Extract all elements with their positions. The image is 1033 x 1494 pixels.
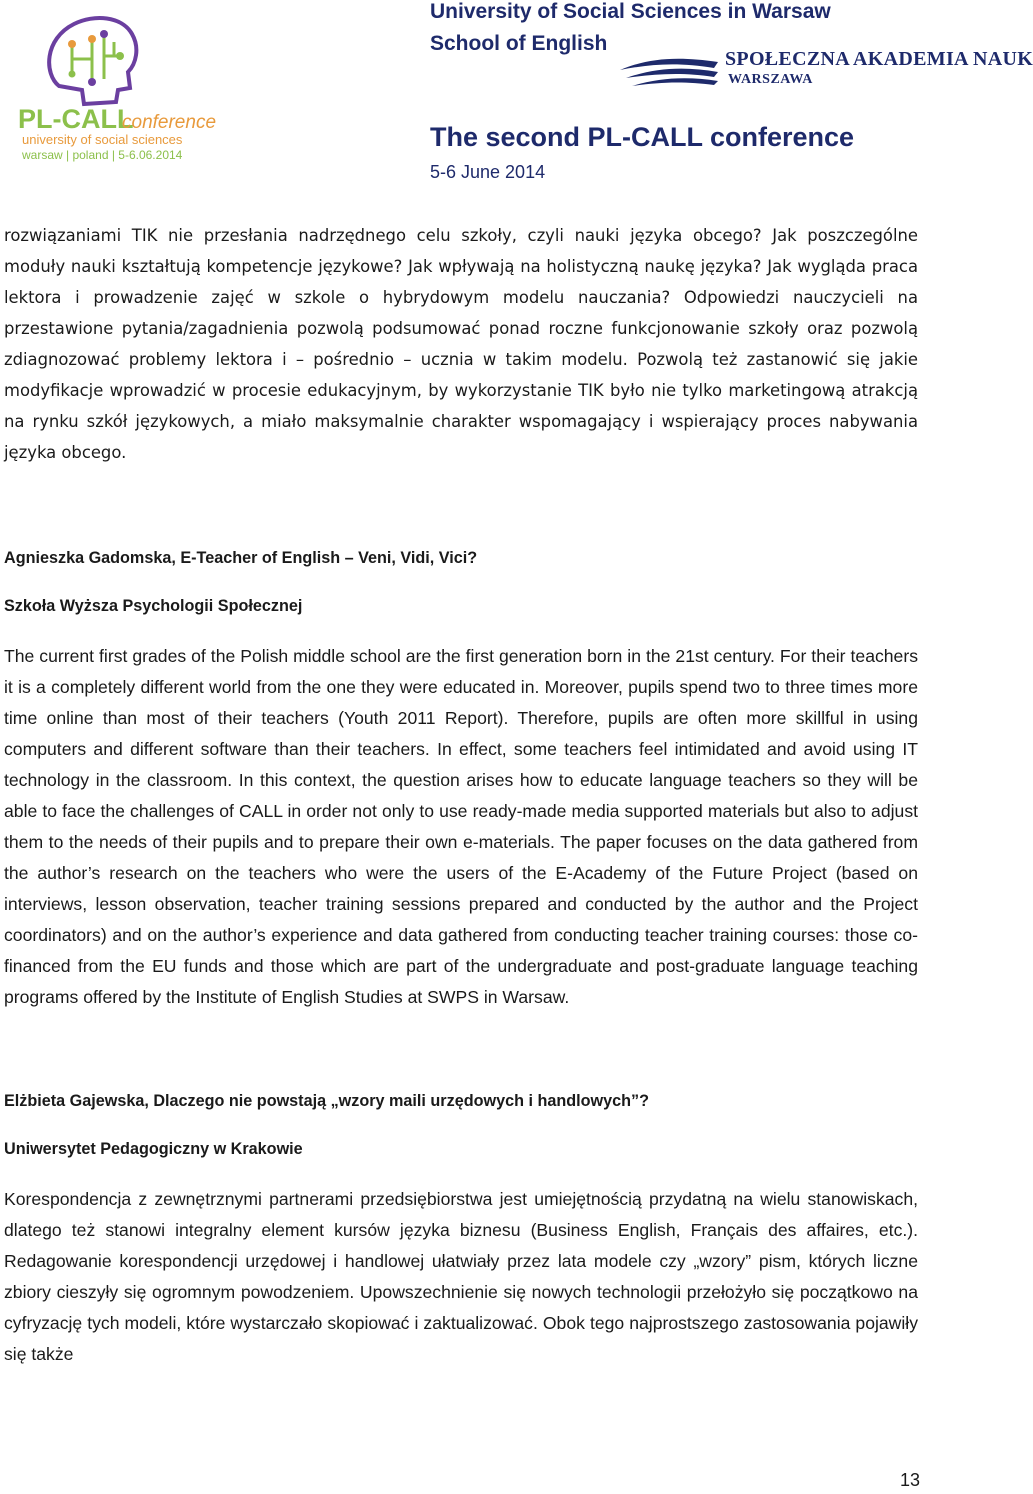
university-title: University of Social Sciences in Warsaw (430, 0, 831, 23)
logo-main-text: PL-CALL (18, 104, 134, 134)
spacer (4, 468, 918, 546)
spacer (4, 1161, 918, 1184)
san-name: SPOŁECZNA AKADEMIA NAUK (725, 48, 1033, 70)
conference-title: The second PL-CALL conference (430, 122, 855, 152)
school-title: School of English (430, 32, 608, 55)
page-number: 13 (899, 1470, 920, 1490)
logo-line2: university of social sciences (22, 132, 183, 147)
abstract-heading-gajewska: Elżbieta Gajewska, Dlaczego nie powstają „wzory maili urzędowych i handlowych”? (4, 1092, 649, 1110)
logo-line3: warsaw | poland | 5-6.06.2014 (22, 148, 183, 162)
affiliation-gadomska: Szkoła Wyższa Psychologii Społecznej (4, 597, 303, 615)
spacer (4, 618, 918, 641)
pl-call-conference-logo (14, 4, 219, 164)
affiliation-gajewska: Uniwersytet Pedagogiczny w Krakowie (4, 1140, 303, 1158)
abstract-paragraph-3: Korespondencja z zewnętrznymi partnerami przedsiębiorstwa jest umiejętnością przydatną na wielu stanowiskach, dlatego też stanowi integralny element kursów języka biznesu (Business English, Français des affaires, etc.). Redagowanie korespondencji urzędowej i handlowej ułatwiały przez lata modele czy „wzory” pism, których liczne zbiory cieszyły się ogromnym powodzeniem. Upowszechnienie się nowych technologii przełożyło się początkowo na cyfryzację tych modeli, które wystarczało skopiować i zaktualizować. Obok tego najprostszego zastosowania pojawiły się także (4, 1189, 918, 1364)
logo-suffix-text: conference (122, 112, 217, 133)
spacer (4, 1113, 918, 1137)
abstract-paragraph-2: The current first grades of the Polish middle school are the first generation born in the 21st century. For their teachers it is a completely different world from the one they were educated in. Moreover, pupils spend two to three times more time online than most of their teachers (Youth 2011 Report). Therefore, pupils are often more skillful in using computers and different software than their teachers. In effect, some teachers feel intimidated and avoid using IT technology in the classroom. In this context, the question arises how to educate language teachers so they will be able to face the challenges of CALL in order not only to use ready-made media supported materials but also to adjust them to the needs of their pupils and to prepare their own e-materials. The paper focuses on the data gathered from the author’s research on the teachers who were the users of the E-Academy of the Future Project (based on interviews, lesson observation, teacher training sessions prepared and conducted by the author and the Project coordinators) and on the author’s experience and data gathered from conducting teacher training courses: those co-financed from the EU funds and those which are part of the undergraduate and post-graduate language teaching programs offered by the Institute of English Studies at SWPS in Warsaw. (4, 646, 918, 1007)
abstract-heading-gadomska: Agnieszka Gadomska, E-Teacher of English – Veni, Vidi, Vici? (4, 549, 478, 567)
spacer (4, 1013, 918, 1089)
san-city: WARSZAWA (728, 72, 813, 87)
page-header (0, 0, 1033, 200)
page-content (4, 220, 918, 1370)
conference-date: 5-6 June 2014 (430, 162, 546, 182)
abstract-paragraph-1: rozwiązaniami TIK nie przesłania nadrzędnego celu szkoły, czyli nauki języka obcego? Jak poszczególne moduły nauki kształtują kompetencje językowe? Jak wpływają na holistyczną naukę języka? Jak wygląda praca lektora i prowadzenie zajęć w szkole o hybrydowym modelu nauczania? Odpowiedzi nauczycieli na przestawione pytania/zagadnienia pozwolą podsumować ponad roczne funkcjonowanie szkoły oraz pozwolą zdiagnozować problemy lektora i – pośrednio – ucznia w takim modelu. Pozwolą też zastanowić się jakie modyfikacje wprowadzić w procesie edukacyjnym, by wykorzystanie TIK było nie tylko marketingową atrakcją na rynku szkół językowych, a miało maksymalnie charakter wspomagający i wspierający proces nabywania języka obcego. (4, 226, 918, 462)
spacer (4, 570, 918, 594)
